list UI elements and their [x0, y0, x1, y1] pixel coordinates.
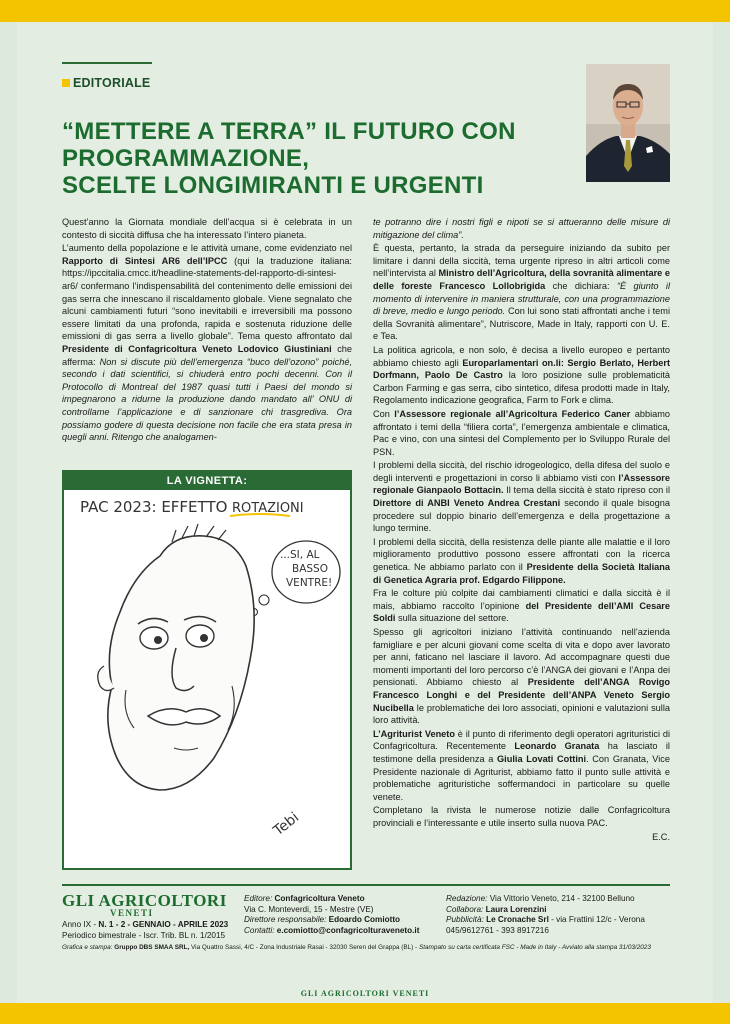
contact-email: e.comiotto@confagricolturaveneto.it	[276, 925, 420, 935]
text-bold: Presidente dell’ANGA Rovigo Francesco Longhi e del Presidente dell’ANPA Veneto Sergio Nucibella	[373, 677, 670, 713]
text: le problematiche dei loro associati, opinioni e valutazioni sulla loro attività.	[373, 702, 670, 726]
masthead-redazione-block	[446, 894, 670, 936]
section-rule	[62, 62, 152, 64]
paragraph	[373, 459, 670, 535]
paragraph	[373, 536, 670, 586]
text: Completano la rivista le numerose notizie dalle Confagricoltura provinciali e l’interessante e utile inserto sulla nuova PAC.	[373, 805, 670, 828]
text-italic: Non si discute più dell’emergenza “buco dell’ozono” poiché, secondo i dati scientifici, si chiuderà entro pochi decenni. Con il Protocollo di Montreal del 1987 quasi tutti i Paesi del mondo si impegnarono a ridurne la produzione dando mandato all’ ONU di controllame l’applicazione e di sanzionare chi trasgrediva. Ora possiamo godere di questa decisione non facile che era stata presa in quegli anni. Ritengo che analogamen-	[62, 356, 353, 443]
text-bold: Presidente di Confagricoltura Veneto Lodovico Giustiniani	[62, 343, 332, 354]
print-note: Stampato su carta certificata FSC - Made in Italy - Avviato alla stampa 31/03/2023	[418, 944, 651, 951]
text-bold: del Presidente dell’AMI Cesare Soldi	[373, 600, 670, 624]
speech-bubble-line-3: VENTRE!	[286, 577, 333, 589]
text: è il punto di riferimento degli operatori agrituristici di Confagricoltura. Recentemente	[373, 728, 670, 752]
author-sign	[373, 831, 670, 844]
text: che afferma:	[62, 343, 353, 367]
value: Le Cronache Srl	[486, 915, 549, 925]
text: secondo il quale bisogna procedere sul doppio binario dell’emergenza e della progettazione a lungo termine.	[373, 498, 670, 534]
speech-bubble-line-2: BASSO	[292, 563, 328, 575]
paragraph	[373, 804, 670, 829]
speech-bubble-line-1: ...SI, AL	[280, 549, 320, 561]
text: La politica agricola, e non solo, è decisa a livello europeo e pertanto abbiamo chiesto agli	[373, 344, 670, 368]
headline-line-2: PROGRAMMAZIONE,	[62, 145, 310, 172]
masthead-logo: GLI AGRICOLTORI	[62, 891, 227, 910]
cartoon-drawing	[64, 490, 350, 868]
value: Via Vittorio Veneto, 214 - 32100 Belluno	[489, 894, 635, 903]
label: Redazione:	[446, 894, 490, 903]
masthead-editor-block	[244, 894, 444, 936]
text-italic: “È giunto il momento di intervenire in maniera strutturale, con una programmazione di breve, medio e lungo periodo.	[373, 280, 670, 317]
headline-line-3: SCELTE LONGIMIRANTI E URGENTI	[62, 172, 484, 199]
text: Con lui sono stati affrontati anche i temi della Sovranità alimentare”, Nutriscore, Made in Italy, rapporti con U. E. e Tea.	[373, 306, 670, 342]
top-color-band	[0, 0, 730, 22]
label: Direttore responsabile:	[244, 915, 329, 925]
value: - via Frattini 12/c - Verona	[548, 915, 645, 925]
author-photo	[586, 64, 670, 182]
masthead-logo-block	[62, 892, 230, 941]
paragraph	[373, 242, 670, 343]
print-credits	[62, 943, 670, 952]
label: Contatti:	[244, 925, 277, 935]
text: sulla situazione del settore.	[395, 613, 509, 624]
running-footer: GLI AGRICOLTORI VENETI	[300, 989, 430, 998]
editor-address: Via C. Monteverdi, 15 - Mestre (VE)	[244, 904, 374, 914]
cartoon-caption-b: ROTAZIONI	[232, 501, 304, 516]
author-initials: E.C.	[652, 831, 670, 842]
text-bold: Rapporto di Sintesi AR6 dell’IPCC	[62, 255, 228, 266]
article-column-right	[373, 216, 670, 844]
value: Confagricoltura Veneto	[274, 894, 365, 903]
text: ha lasciato il testimone della presidenza a	[373, 741, 670, 764]
text: la loro posizione sulle problematicità Carbon Farming e gas serra, cibo sintetico, difesa prodotti made in Italy, Regolamento indicazione geografica, Farm to Fork e clima.	[373, 370, 670, 406]
section-label	[62, 76, 150, 90]
text: (qui la traduzione italiana: https://ipccitalia.cmcc.it/headline-statements-del-rapporto-di-sintesi-ar6/ confermano l’indispensabilità del contenimento delle emissioni dei gas serra che innescano il riscaldamento globale. Viene segnalato che alcuni cambiamenti futuri “sono inevitabili e irreversibili ma possono essere limitati da una profonda, rapida e sostenuta riduzione delle emissioni di gas serra a livello globale”. Tema questo affrontato dal	[62, 255, 352, 342]
paragraph	[373, 587, 670, 625]
value: Laura Lorenzini	[485, 904, 547, 914]
text-bold: Ministro dell’Agricoltura, della sovranità alimentare e delle foreste Francesco Lollobrigida	[373, 268, 670, 291]
text-bold: l’Assessore regionale all’Agricoltura Federico Caner	[394, 408, 631, 419]
paragraph	[373, 344, 670, 407]
text-bold: L’Agriturist Veneto	[373, 728, 455, 739]
paragraph	[62, 242, 352, 444]
cartoon-box	[62, 470, 352, 870]
text: Spesso gli agricoltori iniziano l’attività continuando nell’azienda famigliare e per alcuni giovani come scelta di vita e dopo aver lavorato per anni, faticano nel lasciare il lavoro. Ad accompagnare questi due momenti importanti del loro percorso c’è l’ANGA dei giovani e l’Anpa dei pensionati. Abbiamo chiesto al	[373, 627, 670, 688]
cartoon-header: LA VIGNETTA:	[64, 472, 350, 490]
label: Pubblicità:	[446, 915, 487, 925]
text: Quest’anno la Giornata mondiale dell’acqua si è celebrata in un contesto di siccità diffusa che ha interessato l’intero pianeta.	[62, 217, 352, 240]
paragraph	[373, 728, 670, 804]
text: I problemi della siccità, della resistenza delle piante alle malattie e il loro miglioramento produttivo possono essere affrontati con la ricerca genetica. Ne abbiamo parlato con il	[373, 536, 670, 573]
text-bold: Presidente della Società Italiana di Genetica Agraria prof. Edgardo Filippone.	[373, 562, 670, 585]
director-line	[244, 915, 444, 926]
headline-line-1: “METTERE A TERRA” IL FUTURO CON	[62, 118, 516, 145]
pubblicita-line	[446, 915, 670, 926]
text: Anno IX -	[62, 920, 99, 929]
label: Editore:	[244, 894, 275, 903]
printer-address: Via Quattro Sassi, 4/C - Zona Industriale Rasai - 32030 Seren del Grappa (BL) -	[189, 944, 419, 951]
section-square-icon	[62, 79, 70, 87]
portrait-image	[586, 64, 670, 182]
text-italic: te potranno dire i nostri figli e nipoti se si attueranno delle misure di mitigazione del clima”.	[373, 217, 670, 240]
text: Con	[373, 408, 395, 419]
cartoon-signature: Tebi	[270, 809, 303, 840]
collabora-line	[446, 905, 670, 916]
paragraph	[373, 408, 670, 458]
article-column-left	[62, 216, 352, 445]
section-label-text: EDITORIALE	[73, 76, 151, 90]
text: abbiamo affrontato i temi della “filiera corta”, l’emergenza ambientale e climatica, Pac e vino, con una sintesi del Complemento per lo Sviluppo Rurale del PSN.	[373, 408, 670, 457]
label: Grafica e stampa:	[62, 944, 115, 951]
issue-line	[62, 920, 230, 931]
paragraph	[62, 216, 352, 241]
text: È questa, pertanto, la strada da perseguire iniziando da subito per limitare i danni della siccità, tema urgente ripreso in altri articoli come nell’intervista al	[373, 243, 670, 279]
paragraph	[373, 626, 670, 727]
text: Il tema della siccità è stato ripreso con il	[503, 485, 670, 496]
text: I problemi della siccità, del rischio idrogeologico, della difesa del suolo e degli interventi e progettazioni in corso li abbiamo visti con	[373, 460, 670, 483]
text-bold: l’Assessore regionale Gianpaolo Bottacin.	[373, 472, 670, 496]
periodicity: Periodico bimestrale - Iscr. Trib. BL n. 1/2015	[62, 930, 226, 940]
text-bold: Direttore di ANBI Veneto Andrea Crestani	[373, 498, 561, 509]
label: Collabora:	[446, 904, 486, 914]
masthead-logo-sub: VENETI	[110, 908, 154, 918]
paragraph	[373, 216, 670, 241]
headline	[62, 118, 582, 199]
text: L’aumento della popolazione e le attività umane, come evidenziato nel	[62, 243, 352, 254]
text: che dichiara:	[545, 280, 617, 291]
bottom-color-band	[0, 1003, 730, 1024]
redazione-line	[446, 894, 670, 905]
text: . Con Granata, Vice Presidente nazionale di Agriturist, abbiamo fatto il punto sulle attività e problematiche agrituristiche soffermandoci in particolare su quelle venete.	[373, 753, 670, 802]
text: Fra le colture più colpite dai cambiamenti climatici e dalla siccità è il mais, abbiamo raccolto l’opinione	[373, 588, 670, 611]
text-bold: Europarlamentari on.li: Sergio Berlato, Herbert Dorfmann, Paolo De Castro	[373, 357, 671, 381]
cartoon-caption-a: PAC 2023: EFFETTO	[80, 498, 228, 516]
text-bold: Giulia Lovati Cottini	[497, 753, 587, 764]
printer-name: Gruppo DBS SMAA SRL,	[114, 944, 190, 951]
contacts-line	[244, 926, 444, 937]
text-bold: Leonardo Granata	[514, 741, 600, 752]
editor-line	[244, 894, 444, 905]
phone-line: 045/9612761 - 393 8917216	[446, 925, 549, 935]
value: Edoardo Comiotto	[328, 915, 401, 925]
issue-number: N. 1 - 2 - GENNAIO - APRILE 2023	[98, 920, 229, 929]
